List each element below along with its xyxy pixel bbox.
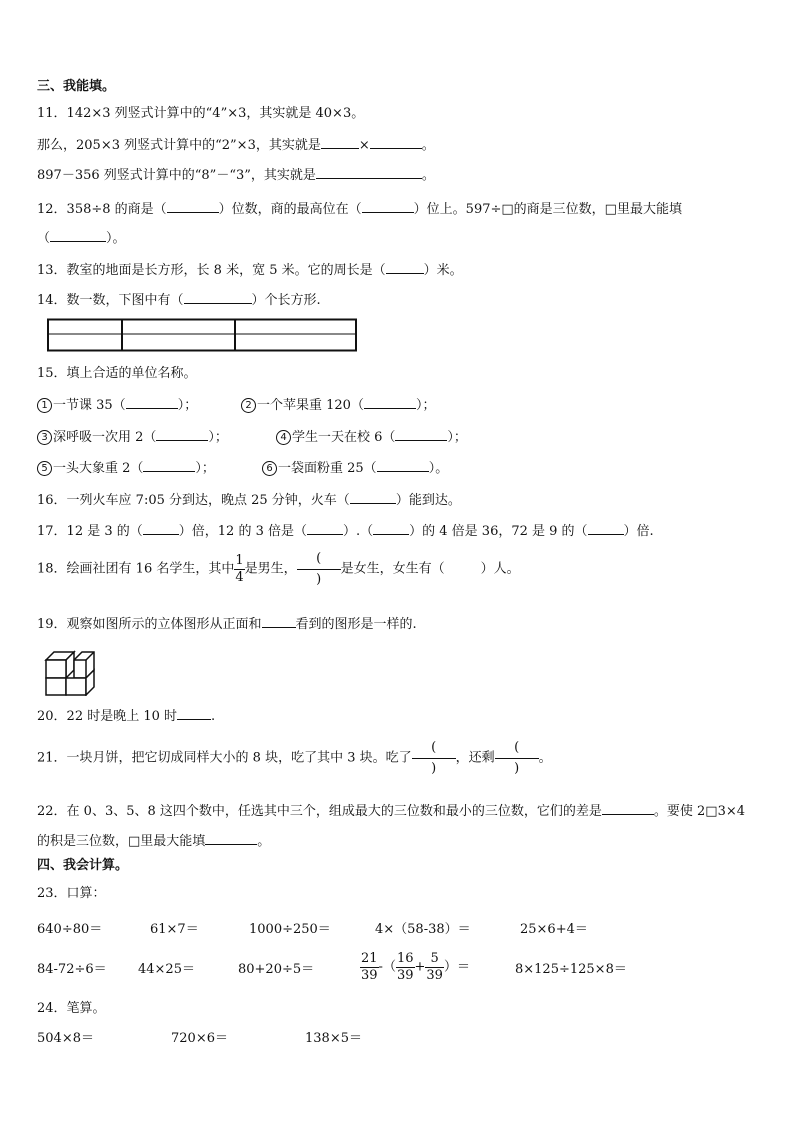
q11-line3-text: 897－356 列竖式计算中的“8”－“3”，其实就是 [37, 168, 316, 183]
q19-text-a: 19．观察如图所示的立体图形从正面和 [37, 617, 262, 632]
calc-item: 80+20÷5＝ [238, 962, 315, 977]
answer-blank[interactable] [588, 522, 624, 535]
fraction-numerator: 1 [235, 553, 244, 568]
q21-text-c: 。 [538, 750, 552, 766]
q15-item-text: 学生一天在校 6（ [292, 430, 396, 445]
answer-blank[interactable] [184, 291, 252, 304]
paren-denominator: ) [316, 572, 322, 587]
answer-blank[interactable] [364, 396, 416, 409]
answer-blank[interactable] [395, 428, 447, 441]
q12-text-a: 12．358÷8 的商是（ [37, 202, 167, 217]
answer-blank[interactable] [602, 802, 654, 815]
q21 [37, 740, 552, 777]
q17-text-e: ）倍. [623, 524, 654, 539]
q15-item-text: 一个苹果重 120（ [257, 398, 364, 413]
q15-item-text: 一袋面粉重 25（ [278, 461, 377, 476]
calc-item: 1000÷250＝ [249, 922, 331, 937]
q11-line2-text: 那么，205×3 列竖式计算中的“2”×3，其实就是 [37, 138, 321, 153]
q21-text-b: ，还剩 [455, 750, 495, 766]
times-sign: × [358, 138, 370, 153]
answer-blank[interactable] [370, 136, 422, 149]
circled-number: 3 [37, 430, 52, 445]
answer-blank[interactable] [126, 396, 178, 409]
q17-text-a: 17．12 是 3 的（ [37, 524, 143, 539]
q22-text-c: 的积是三位数，□里最大能填 [37, 834, 206, 849]
q18-text-b: 是男生， [244, 561, 297, 577]
paren-open: （ [37, 231, 51, 246]
q18-text-a: 18．绘画社团有 16 名学生，其中 [37, 561, 235, 577]
paren-numerator: ( [431, 740, 437, 755]
q20 [37, 707, 215, 725]
calc-item: 44×25＝ [138, 962, 195, 977]
fraction [425, 951, 444, 984]
q22-line2 [37, 832, 270, 850]
q15-item-5 [37, 459, 215, 477]
calc-item-fraction-expression [360, 951, 470, 984]
cube-front-face [66, 678, 86, 695]
q15-item-4 [276, 428, 467, 446]
q22-line1 [37, 802, 745, 820]
answer-blank[interactable] [386, 261, 424, 274]
fraction-denominator: 39 [396, 968, 414, 983]
answer-blank[interactable] [167, 200, 219, 213]
q18-text-d: ）人。 [480, 561, 520, 577]
answer-blank[interactable] [373, 522, 409, 535]
fraction-denominator: 39 [361, 968, 378, 983]
cube-front-face [46, 660, 66, 678]
q15-item-2 [241, 396, 435, 414]
q16-text-a: 16．一列火车应 7:05 分到达，晚点 25 分钟，火车（ [37, 493, 350, 508]
q11-line3 [37, 166, 435, 184]
circled-number: 4 [276, 430, 291, 445]
q24-title: 24．笔算。 [37, 1001, 106, 1016]
rectangle-figure [45, 318, 361, 354]
calc-item: 84-72÷6＝ [37, 962, 107, 977]
q14-text-b: ）个长方形. [251, 293, 321, 308]
fraction-numerator: 5 [430, 951, 439, 966]
calc-item: 8×125÷125×8＝ [515, 962, 627, 977]
q15-item-1 [37, 396, 197, 414]
q15-item-3 [37, 428, 228, 446]
q17 [37, 522, 654, 540]
answer-blank[interactable] [205, 832, 257, 845]
q14 [37, 291, 321, 309]
fraction-answer[interactable] [412, 740, 456, 777]
fraction [396, 951, 415, 984]
q23-title: 23．口算： [37, 886, 106, 901]
fraction [360, 951, 379, 984]
fraction-denominator: 39 [426, 968, 443, 983]
q20-text-b: . [211, 709, 216, 724]
q16-text-b: ）能到达。 [395, 493, 461, 508]
answer-blank[interactable] [50, 229, 106, 242]
paren-close: ）。 [106, 231, 126, 246]
q15-item-text: 一节课 35（ [53, 398, 126, 413]
q22-text-b: 。要使 2□3×4 [653, 804, 746, 819]
calc-item: 61×7＝ [150, 922, 199, 937]
q17-text-d: ）的 4 倍是 36，72 是 9 的（ [409, 524, 588, 539]
q15-item-6 [262, 459, 448, 477]
q15-item-end: ）； [177, 398, 198, 413]
fraction-answer[interactable] [297, 551, 341, 588]
answer-blank[interactable] [307, 522, 343, 535]
q22-text-a: 22．在 0、3、5、8 这四个数中，任选其中三个，组成最大的三位数和最小的三位数，它们的差是 [37, 804, 602, 819]
q15-title: 15．填上合适的单位名称。 [37, 366, 197, 381]
answer-blank[interactable] [321, 136, 359, 149]
q15-item-end: ）； [447, 430, 467, 445]
answer-blank[interactable] [143, 459, 195, 472]
paren-denominator: ) [431, 761, 437, 776]
q12-line1 [37, 200, 682, 218]
operator: -（ [378, 959, 396, 975]
calc-item: 25×6+4＝ [520, 922, 588, 937]
circled-number: 6 [262, 461, 277, 476]
q13 [37, 261, 463, 279]
q18 [37, 551, 520, 588]
paren-numerator: ( [514, 740, 520, 755]
fraction-answer[interactable] [495, 740, 539, 777]
calc-item: 138×5＝ [305, 1031, 362, 1046]
cube-figure [44, 642, 96, 696]
answer-blank[interactable] [445, 561, 481, 573]
answer-blank[interactable] [377, 459, 429, 472]
answer-blank[interactable] [143, 522, 179, 535]
operator: + [414, 959, 426, 975]
calc-item: 640÷80＝ [37, 922, 103, 937]
q18-text-c: 是女生，女生有（ [340, 561, 445, 577]
q19 [37, 615, 417, 633]
q17-text-b: ）倍，12 的 3 倍是（ [178, 524, 307, 539]
fraction-denominator: 4 [235, 570, 244, 585]
circled-number: 2 [241, 398, 256, 413]
q19-text-b: 看到的图形是一样的. [295, 617, 417, 632]
q15-item-text: 一头大象重 2（ [53, 461, 144, 476]
section-three-title: 三、我能填。 [37, 79, 116, 94]
circled-number: 5 [37, 461, 52, 476]
fraction-one-quarter [234, 553, 244, 586]
q15-item-text: 深呼吸一次用 2（ [53, 430, 157, 445]
q15-item-end: ）； [195, 461, 215, 476]
q15-item-end: ）； [415, 398, 436, 413]
answer-blank[interactable] [262, 615, 296, 628]
calc-item: 504×8＝ [37, 1031, 94, 1046]
period: 。 [421, 138, 435, 153]
q15-item-end: ）。 [428, 461, 449, 476]
period: 。 [421, 168, 435, 183]
q20-text-a: 20．22 时是晚上 10 时 [37, 709, 178, 724]
operator: ）＝ [443, 959, 470, 975]
calc-item: 4×（58-38）＝ [375, 922, 471, 937]
q22-text-d: 。 [257, 834, 271, 849]
answer-blank[interactable] [156, 428, 208, 441]
q12-text-b: ）位数，商的最高位在（ [218, 202, 362, 217]
circled-number: 1 [37, 398, 52, 413]
fraction-numerator: 16 [396, 951, 414, 966]
q21-text-a: 21．一块月饼，把它切成同样大小的 8 块，吃了其中 3 块。吃了 [37, 750, 412, 766]
calc-item: 720×6＝ [171, 1031, 228, 1046]
q13-text-b: ）米。 [423, 263, 463, 278]
cube-front-face [46, 678, 66, 695]
answer-blank[interactable] [350, 491, 396, 504]
fraction-numerator: 21 [361, 951, 378, 966]
q14-text-a: 14．数一数，下图中有（ [37, 293, 184, 308]
section-four-title: 四、我会计算。 [37, 858, 129, 873]
q17-text-c: ）.（ [342, 524, 374, 539]
answer-blank[interactable] [362, 200, 414, 213]
answer-blank[interactable] [177, 707, 211, 720]
q16 [37, 491, 461, 509]
q12-line2 [37, 229, 126, 247]
q11-line2 [37, 136, 435, 154]
q15-item-end: ）； [208, 430, 228, 445]
answer-blank[interactable] [316, 166, 422, 179]
outer-rectangle [48, 320, 356, 351]
paren-denominator: ) [514, 761, 520, 776]
q12-text-c: ）位上。597÷□的商是三位数，□里最大能填 [413, 202, 682, 217]
paren-numerator: ( [316, 551, 322, 566]
q11-line1: 11．142×3 列竖式计算中的“4”×3，其实就是 40×3。 [37, 106, 365, 121]
q13-text-a: 13．教室的地面是长方形，长 8 米，宽 5 米。它的周长是（ [37, 263, 386, 278]
